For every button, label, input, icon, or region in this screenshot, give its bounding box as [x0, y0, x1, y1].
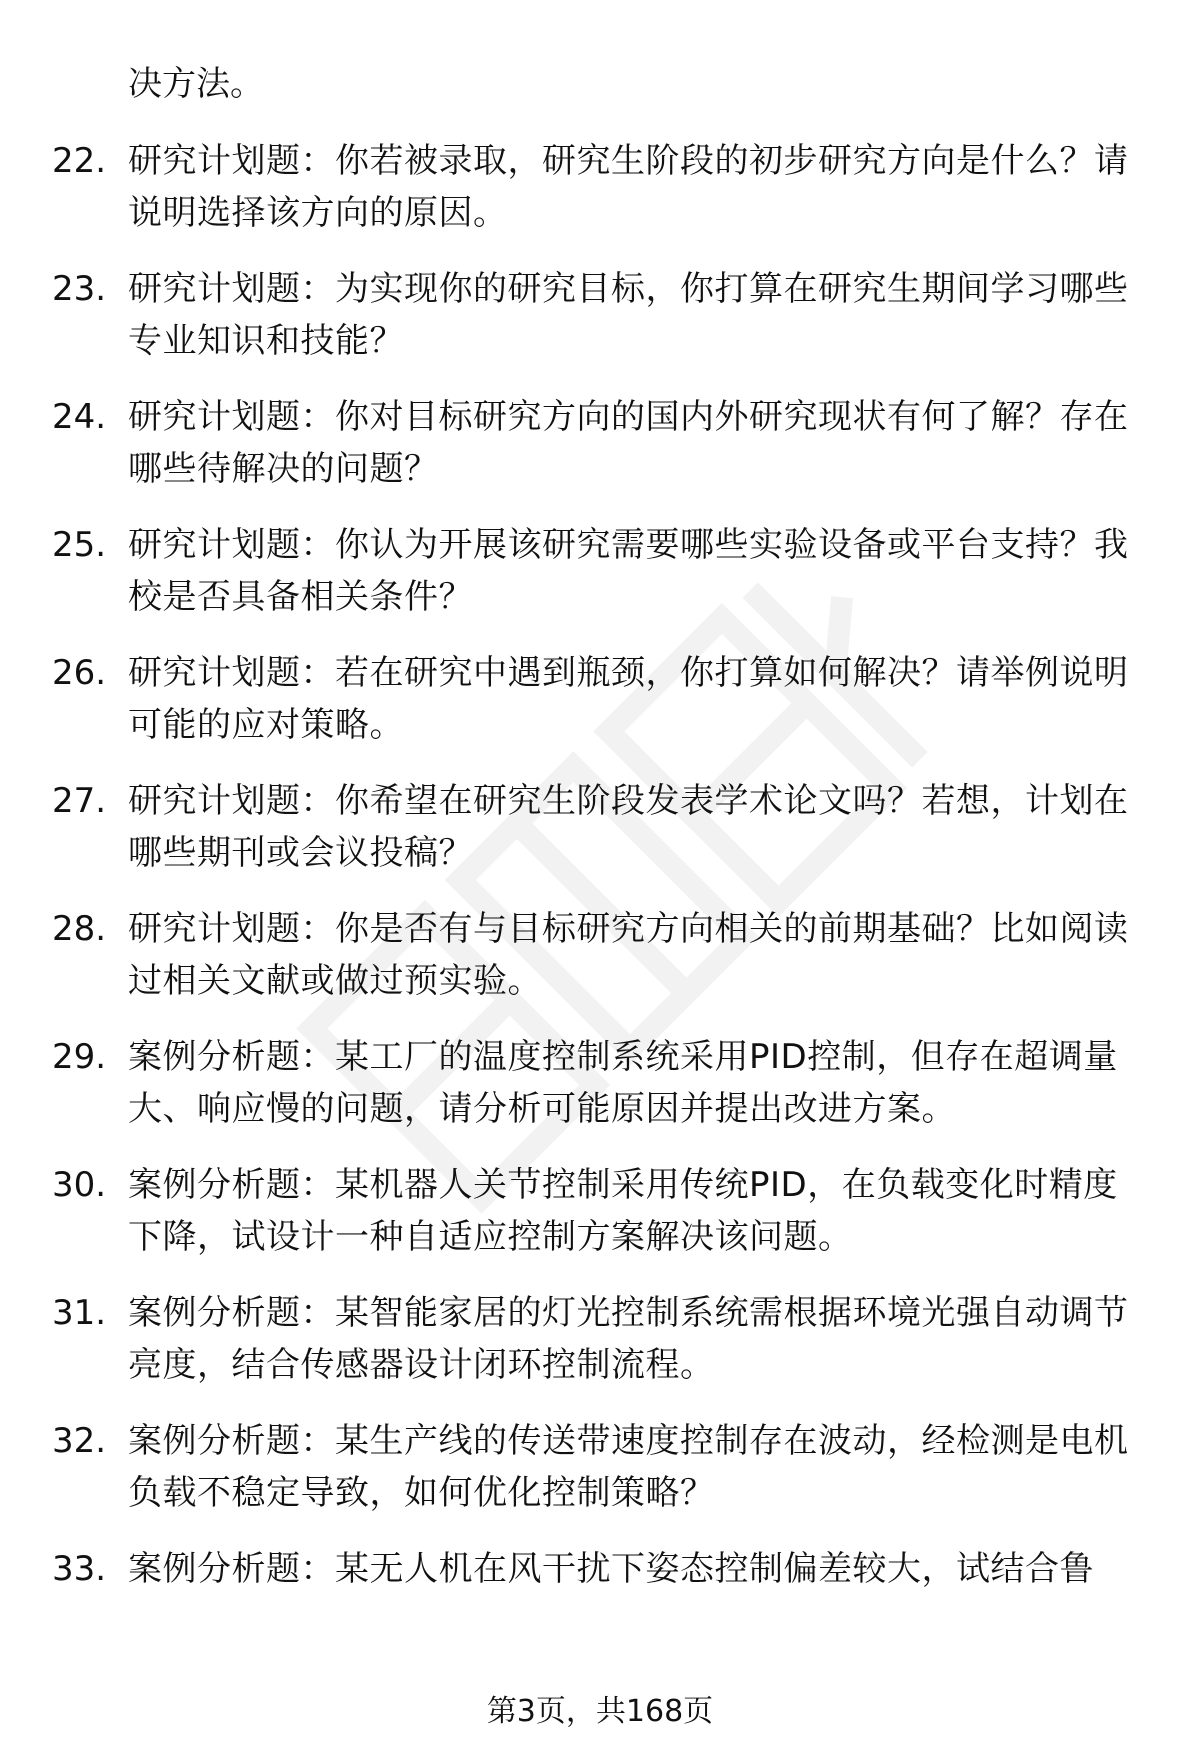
question-item	[0, 1543, 1200, 1595]
question-text: 案例分析题：某工厂的温度控制系统采用PID控制，但存在超调量大、响应慢的问题，请分析可能原因并提出改进方案。	[128, 1037, 1118, 1129]
question-item	[0, 135, 1200, 239]
question-item	[0, 1159, 1200, 1263]
question-number: 24.	[52, 397, 107, 437]
question-number: 22.	[52, 141, 107, 181]
question-item	[0, 391, 1200, 495]
question-number: 27.	[52, 781, 107, 821]
question-text: 案例分析题：某无人机在风干扰下姿态控制偏差较大，试结合鲁	[128, 1549, 1094, 1589]
question-text: 案例分析题：某智能家居的灯光控制系统需根据环境光强自动调节亮度，结合传感器设计闭环控制流程。	[128, 1293, 1129, 1385]
question-number: 32.	[52, 1421, 107, 1461]
question-number: 30.	[52, 1165, 107, 1205]
question-text: 案例分析题：某机器人关节控制采用传统PID，在负载变化时精度下降，试设计一种自适应控制方案解决该问题。	[128, 1165, 1118, 1257]
question-item	[0, 263, 1200, 367]
question-text: 案例分析题：某生产线的传送带速度控制存在波动，经检测是电机负载不稳定导致，如何优化控制策略？	[128, 1421, 1129, 1513]
question-text: 研究计划题：你若被录取，研究生阶段的初步研究方向是什么？请说明选择该方向的原因。	[128, 141, 1129, 233]
question-number: 29.	[52, 1037, 107, 1077]
question-text: 研究计划题：你希望在研究生阶段发表学术论文吗？若想，计划在哪些期刊或会议投稿？	[128, 781, 1129, 873]
question-item	[0, 519, 1200, 623]
question-number: 31.	[52, 1293, 107, 1333]
question-item	[0, 903, 1200, 1007]
page-footer: 第3页，共168页	[486, 1694, 714, 1729]
question-number: 33.	[52, 1549, 107, 1589]
question-item	[0, 1031, 1200, 1135]
continuation-text: 决方法。	[128, 64, 264, 104]
question-text: 研究计划题：若在研究中遇到瓶颈，你打算如何解决？请举例说明可能的应对策略。	[128, 653, 1129, 745]
question-item	[0, 775, 1200, 879]
question-number: 25.	[52, 525, 107, 565]
question-text: 研究计划题：为实现你的研究目标，你打算在研究生期间学习哪些专业知识和技能？	[128, 269, 1129, 361]
question-text: 研究计划题：你认为开展该研究需要哪些实验设备或平台支持？我校是否具备相关条件？	[128, 525, 1129, 617]
question-item	[0, 1415, 1200, 1519]
question-text: 研究计划题：你对目标研究方向的国内外研究现状有何了解？存在哪些待解决的问题？	[128, 397, 1129, 489]
question-text: 研究计划题：你是否有与目标研究方向相关的前期基础？比如阅读过相关文献或做过预实验。	[128, 909, 1129, 1001]
question-number: 26.	[52, 653, 107, 693]
question-number: 28.	[52, 909, 107, 949]
question-number: 23.	[52, 269, 107, 309]
question-item	[0, 1287, 1200, 1391]
question-item	[0, 647, 1200, 751]
